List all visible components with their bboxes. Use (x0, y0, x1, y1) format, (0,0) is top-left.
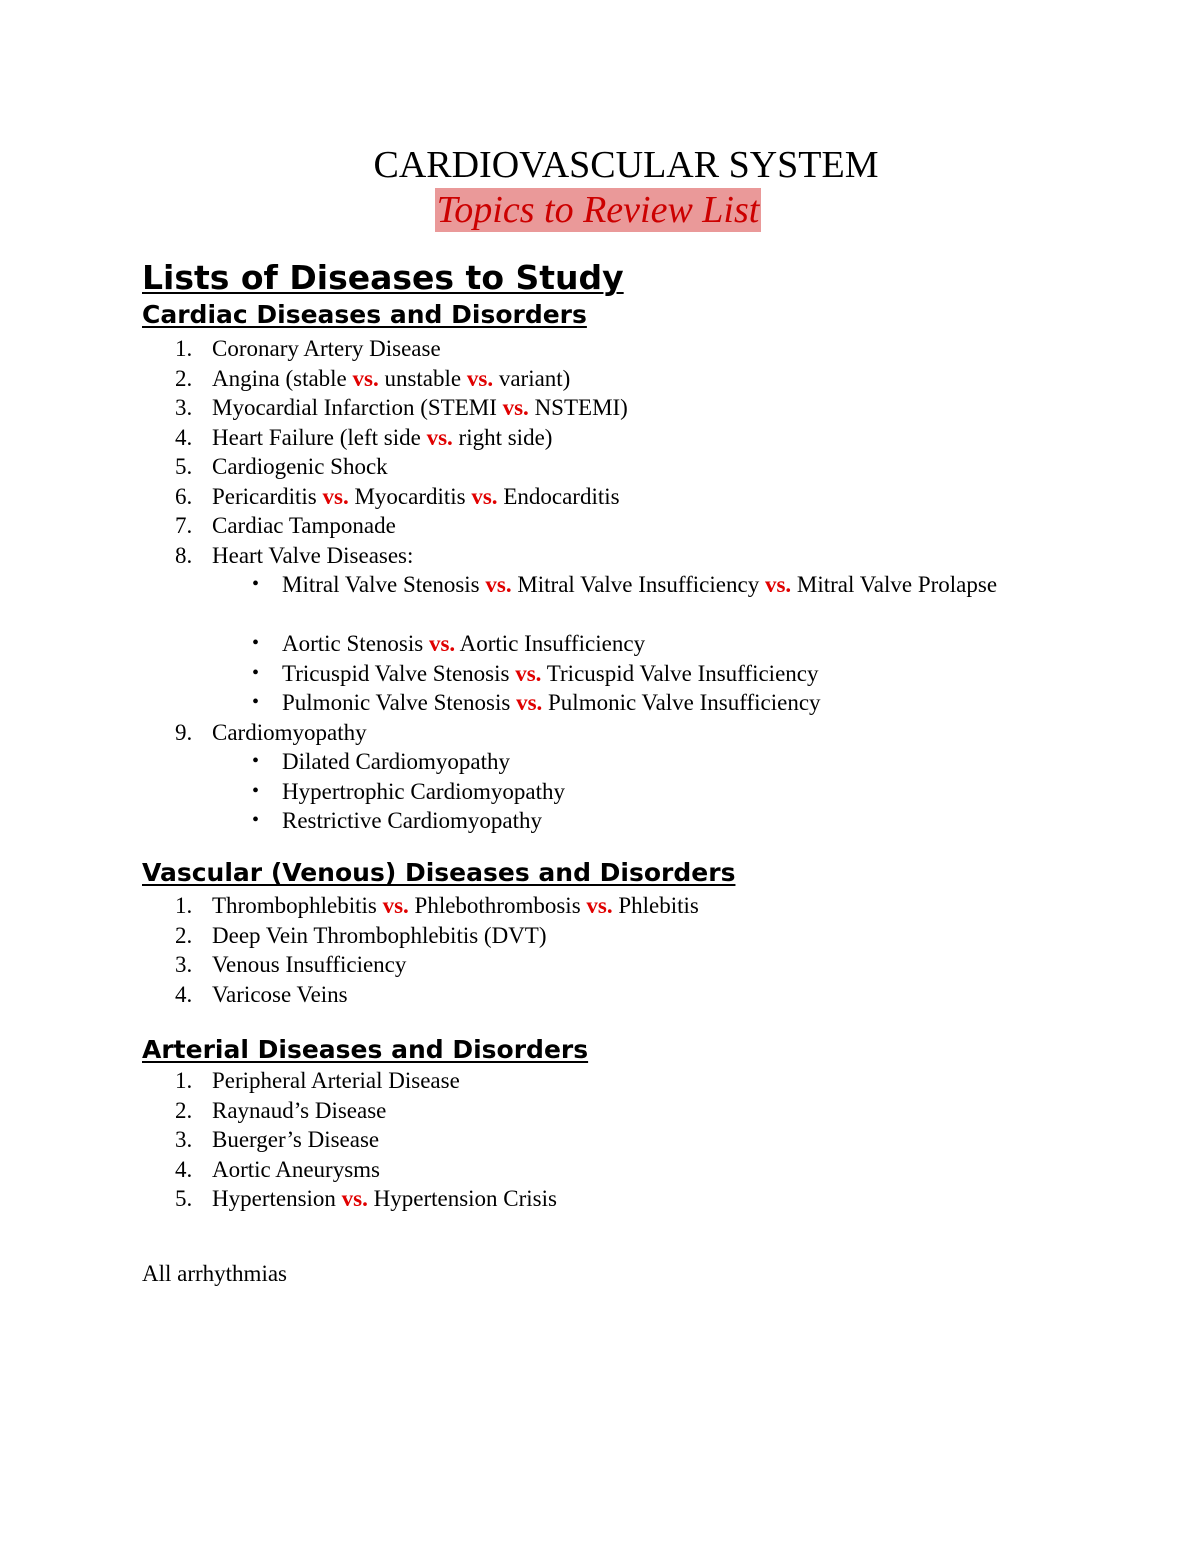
item-text-part: right side) (458, 424, 553, 450)
vs-label: vs. (515, 660, 542, 686)
item-text-part: Peripheral Arterial Disease (212, 1068, 460, 1093)
list-item-number: 3. (175, 395, 193, 420)
footer-note: All arrhythmias (142, 1261, 287, 1286)
item-text-part: Heart Valve Diseases: (212, 542, 414, 568)
item-text-part: Cardiac Tamponade (212, 513, 396, 538)
list-item-number: 1. (175, 893, 193, 918)
vs-label: vs. (586, 893, 613, 918)
bullet-icon: • (252, 661, 260, 684)
item-text-part: Pericarditis (212, 483, 323, 509)
list-item-text (212, 482, 620, 512)
item-text-part: Mitral Valve Prolapse (796, 572, 998, 597)
list-item-number: 2. (175, 365, 193, 391)
list-item-text (212, 980, 348, 1010)
vs-label: vs. (502, 395, 529, 420)
item-text-part: Endocarditis (503, 483, 620, 509)
list-item-number: 2. (175, 922, 193, 948)
list-item-number: 3. (175, 952, 193, 977)
list-item-text (212, 511, 396, 541)
item-text-part: Cardiogenic Shock (212, 454, 388, 479)
item-text-part: Tricuspid Valve Insufficiency (546, 660, 819, 686)
list-item-text (212, 452, 388, 482)
vs-label: vs. (471, 483, 498, 509)
list-item-text (212, 393, 628, 423)
item-text-part: Myocardial Infarction (STEMI (212, 395, 503, 420)
list-item-text (212, 423, 552, 453)
document-title: CARDIOVASCULAR SYSTEM (373, 144, 879, 186)
item-text-part: Heart Failure (left side (212, 424, 427, 450)
list-item-number: 4. (175, 981, 193, 1007)
subtitle-wrapper (0, 188, 1196, 232)
sub-list-item-text (282, 659, 1002, 689)
vs-label: vs. (382, 893, 409, 918)
arterial-section-heading: Arterial Diseases and Disorders (142, 1035, 589, 1064)
item-text-part: Raynaud’s Disease (212, 1097, 387, 1123)
item-text-part: NSTEMI) (534, 395, 628, 420)
item-text-part: Hypertension Crisis (373, 1186, 557, 1211)
sub-list-item-text (282, 747, 1002, 777)
item-text-part: Phlebothrombosis (414, 893, 587, 918)
bullet-icon: • (252, 573, 260, 595)
list-item-text (212, 1125, 379, 1155)
bullet-icon: • (252, 809, 260, 831)
item-text-part: Mitral Valve Insufficiency (517, 572, 765, 597)
sub-list-item-text (282, 629, 1002, 659)
cardiac-section-heading: Cardiac Diseases and Disorders (142, 300, 587, 329)
item-text-part: Pulmonic Valve Stenosis (282, 690, 517, 715)
list-item-text (212, 334, 441, 364)
list-item-number: 5. (175, 454, 193, 479)
list-item-text (212, 921, 547, 951)
sub-list-item-text (282, 570, 1002, 600)
bullet-icon: • (252, 632, 260, 654)
bullet-icon: • (252, 750, 260, 772)
item-text-part: Deep Vein Thrombophlebitis (DVT) (212, 922, 547, 948)
item-text-part: Tricuspid Valve Stenosis (282, 660, 516, 686)
list-item-number: 2. (175, 1097, 193, 1123)
list-item-number: 9. (175, 719, 193, 745)
item-text-part: variant) (498, 365, 571, 391)
list-item-number: 1. (175, 336, 193, 361)
vascular-section-heading: Vascular (Venous) Diseases and Disorders (142, 858, 736, 887)
item-text-part: Coronary Artery Disease (212, 336, 441, 361)
list-item-number: 5. (175, 1186, 193, 1211)
item-text-part: Buerger’s Disease (212, 1127, 380, 1152)
vs-label: vs. (485, 572, 512, 597)
item-text-part: Mitral Valve Stenosis (282, 572, 486, 597)
item-text-part: Restrictive Cardiomyopathy (282, 808, 542, 833)
list-item-text (212, 718, 367, 748)
item-text-part: Phlebitis (618, 893, 699, 918)
list-item-text (212, 364, 570, 394)
list-item-number: 1. (175, 1068, 193, 1093)
bullet-icon: • (252, 779, 260, 802)
vs-label: vs. (341, 1186, 368, 1211)
item-text-part: Hypertension (212, 1186, 342, 1211)
document-subtitle: Topics to Review List (436, 189, 760, 231)
vs-label: vs. (466, 365, 494, 391)
sub-list-item-text (282, 806, 1002, 836)
vs-label: vs. (322, 483, 349, 509)
list-item-number: 4. (175, 1156, 193, 1182)
item-text-part: Venous Insufficiency (212, 952, 407, 977)
item-text-part: Cardiomyopathy (212, 719, 367, 745)
item-text-part: Aortic Stenosis (282, 631, 429, 656)
list-item-number: 3. (175, 1127, 193, 1152)
item-text-part: Aortic Insufficiency (459, 631, 646, 656)
list-item-number: 7. (175, 513, 193, 538)
vs-label: vs. (352, 365, 379, 391)
item-text-part: Thrombophlebitis (212, 893, 383, 918)
list-item-text (212, 541, 413, 571)
item-text-part: Angina (stable (212, 365, 353, 391)
list-item-number: 8. (175, 542, 193, 568)
list-item-text (212, 1066, 460, 1096)
bullet-icon: • (252, 691, 260, 713)
vs-label: vs. (426, 424, 453, 450)
list-item-text (212, 891, 699, 921)
item-text-part: Hypertrophic Cardiomyopathy (282, 778, 565, 804)
main-heading: Lists of Diseases to Study (142, 258, 624, 297)
sub-list-item-text (282, 777, 1002, 807)
item-text-part: Aortic Aneurysms (212, 1156, 381, 1182)
list-item-text (212, 1184, 557, 1214)
item-text-part: unstable (384, 365, 467, 391)
list-item-text (212, 950, 406, 980)
item-text-part: Myocarditis (354, 483, 472, 509)
item-text-part: Varicose Veins (212, 981, 348, 1007)
list-item-text (212, 1096, 386, 1126)
vs-label: vs. (428, 631, 456, 656)
list-item-number: 4. (175, 424, 193, 450)
list-item-text (212, 1155, 380, 1185)
vs-label: vs. (764, 572, 792, 597)
list-item-number: 6. (175, 483, 193, 509)
sub-list-item-text (282, 688, 1002, 718)
item-text-part: Dilated Cardiomyopathy (282, 749, 511, 774)
vs-label: vs. (516, 690, 543, 715)
item-text-part: Pulmonic Valve Insufficiency (548, 690, 821, 715)
